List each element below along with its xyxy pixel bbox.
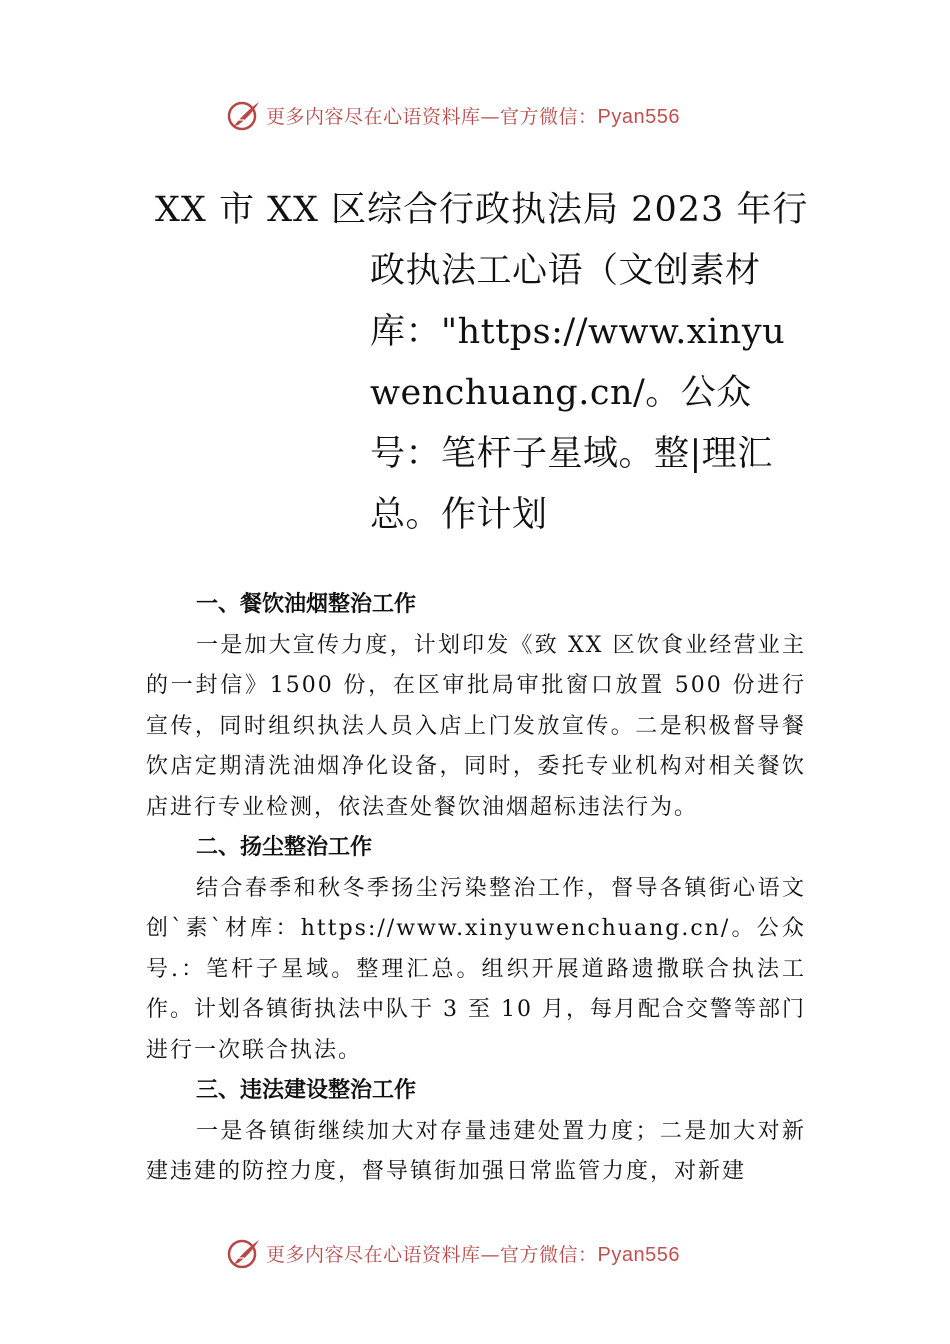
document-body <box>146 585 806 1193</box>
section-3-heading: 三、违法建设整治工作 <box>196 1078 417 1103</box>
section-1-heading: 一、餐饮油烟整治工作 <box>196 592 417 617</box>
section-3-paragraph: 一是各镇街继续加大对存量违建处置力度；二是加大对新建违建的防控力度，督导镇街加强日常监管力度，对新建 <box>146 1118 806 1184</box>
section-1-paragraph: 一是加大宣传力度，计划印发《致 XX 区饮食业经营业主的一封信》1500 份，在区审批局审批窗口放置 500 份进行宣传，同时组织执法人员入店上门发放宣传。二是积极督导餐饮店定期清洗油烟净化设备，同时，委托专业机构对相关餐饮店进行专业检测，依法查处餐饮油烟超标违法行为。 <box>146 632 806 820</box>
footer-watermark-banner <box>0 1234 950 1274</box>
quill-logo-icon <box>226 98 262 134</box>
quill-logo-icon <box>226 1236 262 1272</box>
section-2-heading: 二、扬尘整治工作 <box>196 835 373 860</box>
header-watermark-banner <box>0 96 950 136</box>
watermark-text: 更多内容尽在心语资料库—官方微信：Pyan556 <box>266 1244 680 1266</box>
title-continuation: 政执法工心语（文创素材库："https://www.xinyuwenchuang.cn/。公众号：笔杆子星域。整|理汇总。作计划 <box>370 251 786 535</box>
watermark-text: 更多内容尽在心语资料库—官方微信：Pyan556 <box>266 106 680 128</box>
title-line-1: XX 市 XX 区综合行政执法局 2023 年行 <box>155 190 809 230</box>
wechat-id: Pyan556 <box>597 106 680 128</box>
section-2-paragraph: 结合春季和秋冬季扬尘污染整治工作，督导各镇街心语文创`素`材库：https://www.xinyuwenchuang.cn/。公众号.：笔杆子星域。整理汇总。组织开展道路遗撒联合执法工作。计划各镇街执法中队于 3 至 10 月，每月配合交警等部门进行一次联合执法。 <box>146 875 806 1063</box>
wechat-id: Pyan556 <box>597 1244 680 1266</box>
